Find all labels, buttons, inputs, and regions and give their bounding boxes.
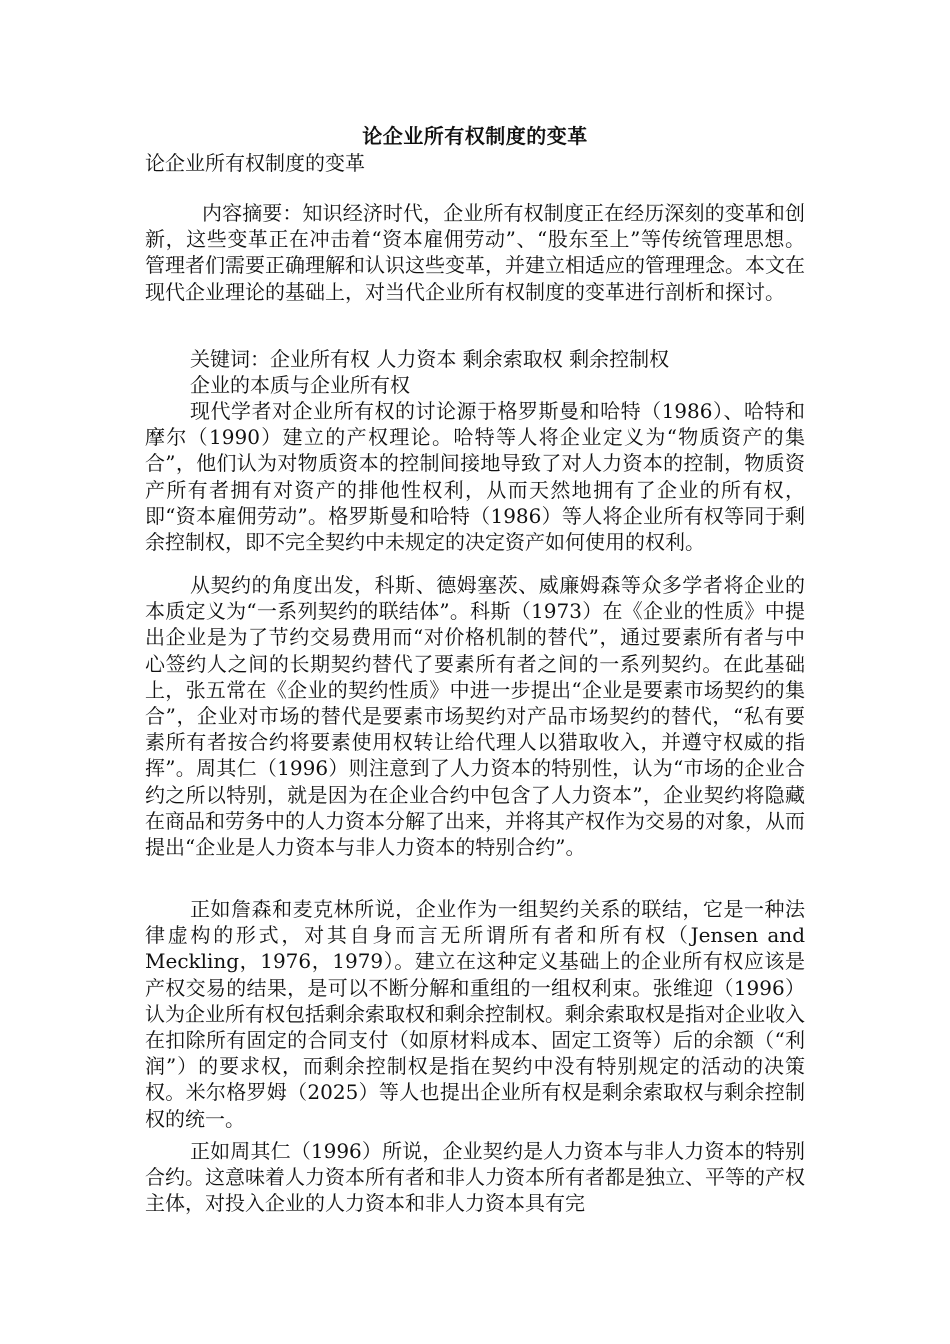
keywords-line: 关键词：企业所有权 人力资本 剩余索取权 剩余控制权 bbox=[190, 347, 670, 371]
section-heading: 企业的本质与企业所有权 bbox=[190, 373, 410, 397]
body-paragraph-1: 现代学者对企业所有权的讨论源于格罗斯曼和哈特（1986）、哈特和摩尔（1990）建立的产权理论。哈特等人将企业定义为“物质资产的集合”，他们认为对物质资本的控制间接地导致了对人力资本的控制，物质资产所有者拥有对资产的排他性权利，从而天然地拥有了企业的所有权，即“资本雇佣劳动”。格罗斯曼和哈特（1986）等人将企业所有权等同于剩余控制权，即不完全契约中未规定的决定资产如何使用的权利。 bbox=[145, 399, 805, 555]
document-title: 论企业所有权制度的变革 bbox=[362, 124, 588, 148]
body-paragraph-4: 正如周其仁（1996）所说，企业契约是人力资本与非人力资本的特别合约。这意味着人力资本所有者和非人力资本所有者都是独立、平等的产权主体，对投入企业的人力资本和非人力资本具有完 bbox=[145, 1139, 805, 1216]
body-paragraph-3: 正如詹森和麦克林所说，企业作为一组契约关系的联结，它是一种法律虚构的形式，对其自身而言无所谓所有者和所有权（Jensen and Meckling，1976，1979）。建立在这种定义基础上的企业所有权应该是产权交易的结果，是可以不断分解和重组的一组权利束。张维迎（1996）认为企业所有权包括剩余索取权和剩余控制权。剩余索取权是指对企业收入在扣除所有固定的合同支付（如原材料成本、固定工资等）后的余额（“利润”）的要求权，而剩余控制权是指在契约中没有特别规定的活动的决策权。米尔格罗姆（2025）等人也提出企业所有权是剩余索取权与剩余控制权的统一。 bbox=[145, 897, 805, 1131]
abstract-paragraph: 内容摘要：知识经济时代，企业所有权制度正在经历深刻的变革和创新，这些变革正在冲击着“资本雇佣劳动”、“股东至上”等传统管理思想。管理者们需要正确理解和认识这些变革，并建立相适应的管理理念。本文在现代企业理论的基础上，对当代企业所有权制度的变革进行剖析和探讨。 bbox=[145, 201, 805, 304]
document-subtitle: 论企业所有权制度的变革 bbox=[145, 151, 365, 175]
body-paragraph-2: 从契约的角度出发，科斯、德姆塞茨、威廉姆森等众多学者将企业的本质定义为“一系列契约的联结体”。科斯（1973）在《企业的性质》中提出企业是为了节约交易费用而“对价格机制的替代”，通过要素所有者与中心签约人之间的长期契约替代了要素所有者之间的一系列契约。在此基础上，张五常在《企业的契约性质》中进一步提出“企业是要素市场契约的集合”，企业对市场的替代是要素市场契约对产品市场契约的替代，“私有要素所有者按合约将要素使用权转让给代理人以猎取收入，并遵守权威的指挥”。周其仁（1996）则注意到了人力资本的特别性，认为“市场的企业合约之所以特别，就是因为在企业合约中包含了人力资本”，企业契约将隐藏在商品和劳务中的人力资本分解了出来，并将其产权作为交易的对象，从而提出“企业是人力资本与非人力资本的特别合约”。 bbox=[145, 573, 805, 860]
